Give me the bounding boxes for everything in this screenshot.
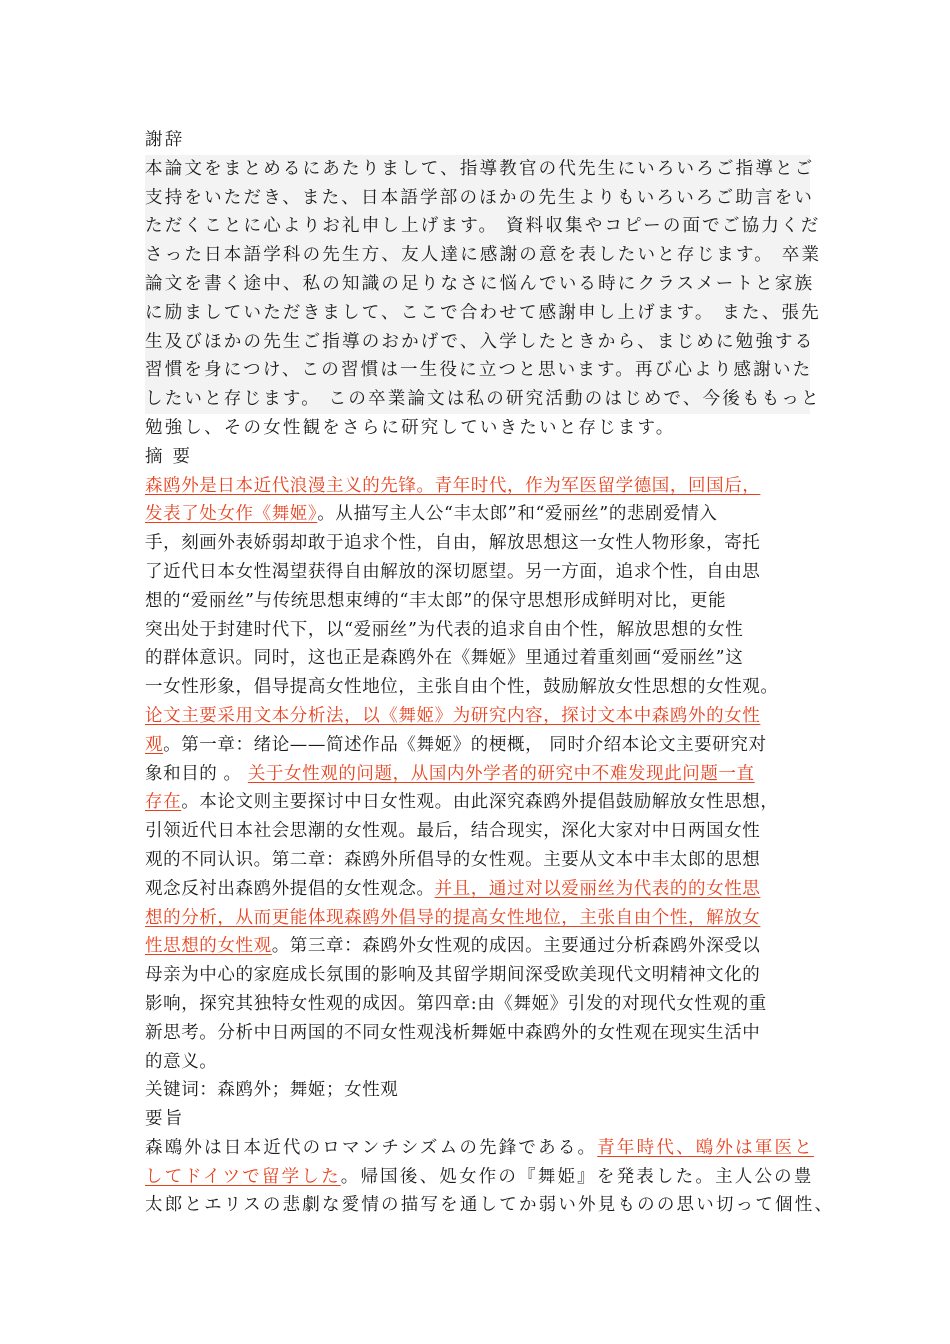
abstract-line: 手，刻画外表娇弱却敢于追求个性，自由，解放思想这一女性人物形象，寄托 bbox=[145, 533, 761, 554]
highlighted-text: してドイツで留学した bbox=[145, 1166, 341, 1187]
abstract-line bbox=[145, 500, 810, 529]
highlighted-text: 森鸥外是日本近代浪漫主义的先锋。青年时代，作为军医留学德国，回国后， bbox=[145, 475, 761, 496]
abstract-line: 的群体意识。同时，这也正是森鸥外在《舞姬》里通过着重刻画“爱丽丝”这 bbox=[145, 648, 744, 669]
keywords: 关键词：森鸥外；舞姬；女性观 bbox=[145, 1080, 399, 1101]
body-text: 。第三章：森鸥外女性观的成因。主要通过分析森鸥外深受以 bbox=[271, 936, 761, 957]
abstract-line: 了近代日本女性渴望获得自由解放的深切愿望。另一方面，追求个性，自由思 bbox=[145, 561, 761, 582]
highlighted-text: 论文主要采用文本分析法，以《舞姬》为研究内容，探讨文本中森鸥外的女性 bbox=[145, 705, 761, 726]
body-text: 象和目的 。 bbox=[145, 763, 248, 784]
highlighted-text: 并且，通过对以爱丽丝为代表的的女性思 bbox=[434, 878, 761, 899]
abstract-line: 的意义。 bbox=[145, 1051, 218, 1072]
abstract-cn-body bbox=[145, 472, 810, 1077]
thanks-line: 支持をいただき、また、日本語学部のほかの先生よりもいろいろご助言をい bbox=[145, 184, 810, 213]
abstract-line bbox=[145, 472, 810, 501]
abstract-line bbox=[145, 1163, 814, 1192]
abstract-line: 母亲为中心的家庭成长氛围的影响及其留学期间深受欧美现代文明精神文化的 bbox=[145, 965, 761, 986]
abstract-line: 影响，探究其独特女性观的成因。第四章:由《舞姬》引发的对现代女性观的重 bbox=[145, 993, 767, 1014]
thanks-line: に励ましていただきまして、ここで合わせて感謝申し上げます。 また、張先 bbox=[145, 299, 810, 328]
abstract-line bbox=[145, 760, 810, 789]
abstract-jp-body bbox=[145, 1134, 835, 1220]
highlighted-text: 存在 bbox=[145, 792, 182, 813]
abstract-line: 太郎とエリスの悲劇な愛情の描写を通してか弱い外見ものの思い切って個性、 bbox=[145, 1195, 835, 1216]
body-text: 。本论文则主要探讨中日女性观。由此深究森鸥外提倡鼓励解放女性思想， bbox=[181, 792, 779, 813]
abstract-line bbox=[145, 702, 810, 731]
highlighted-text: 想的分析，从而更能体现森鸥外倡导的提高女性地位，主张自由个性，解放女 bbox=[145, 907, 761, 928]
abstract-line: 一女性形象，倡导提高女性地位，主张自由个性，鼓励解放女性思想的女性观。 bbox=[145, 677, 779, 698]
thanks-line: したいと存じます。 この卒業論文は私の研究活動のはじめで、今後ももっと bbox=[145, 385, 810, 414]
abstract-line bbox=[145, 1134, 814, 1163]
thanks-line: 習慣を身につけ、この習慣は一生役に立つと思います。再び心より感謝いた bbox=[145, 356, 810, 385]
thanks-line: ただくことに心よりお礼申し上げます。 資料収集やコピーの面でご協力くだ bbox=[145, 212, 810, 241]
document-page bbox=[145, 126, 835, 1220]
thanks-line: さった日本語学科の先生方、友人達に感謝の意を表したいと存じます。 卒業 bbox=[145, 241, 810, 270]
thanks-line: 勉強し、その女性観をさらに研究していきたいと存じます。 bbox=[145, 417, 676, 438]
body-text: 。从描写主人公“丰太郎”和“爱丽丝”的悲剧爱情入 bbox=[317, 504, 718, 525]
abstract-line: 观的不同认识。第二章：森鸥外所倡导的女性观。主要从文本中丰太郎的思想 bbox=[145, 849, 761, 870]
highlighted-text: 关于女性观的问题，从国内外学者的研究中不难发现此问题一直 bbox=[247, 763, 755, 784]
highlighted-text: 发表了处女作《舞姬》 bbox=[145, 504, 318, 525]
highlighted-text: 性思想的女性观 bbox=[145, 936, 272, 957]
highlighted-text: 青年時代、鴎外は軍医と bbox=[597, 1137, 814, 1158]
abstract-cn-heading: 摘 要 bbox=[145, 446, 193, 467]
thanks-heading: 謝辞 bbox=[145, 130, 185, 150]
highlighted-text: 观 bbox=[145, 734, 164, 755]
thanks-line: 論文を書く途中、私の知識の足りなさに悩んでいる時にクラスメートと家族 bbox=[145, 270, 810, 299]
body-text: 观念反衬出森鸥外提倡的女性观念。 bbox=[145, 878, 435, 899]
body-text: 森鴎外は日本近代のロマンチシズムの先鋒である。 bbox=[145, 1137, 598, 1158]
body-text: 。第一章：绪论——简述作品《舞姬》的梗概， 同时介绍本论文主要研究对 bbox=[163, 734, 767, 755]
body-text: 。帰国後、処女作の『舞姫』を発表した。主人公の豊 bbox=[340, 1166, 814, 1187]
abstract-line bbox=[145, 932, 810, 961]
abstract-line: 新思考。分析中日两国的不同女性观浅析舞姬中森鸥外的女性观在现实生活中 bbox=[145, 1022, 761, 1043]
thanks-body bbox=[145, 155, 822, 443]
abstract-line bbox=[145, 875, 810, 904]
thanks-line: 本論文をまとめるにあたりまして、指導教官の代先生にいろいろご指導とご bbox=[145, 155, 810, 184]
abstract-line: 引领近代日本社会思潮的女性观。最后，结合现实，深化大家对中日两国女性 bbox=[145, 821, 761, 842]
abstract-line bbox=[145, 788, 810, 817]
thanks-line: 生及びほかの先生ご指導のおかげで、入学したときから、まじめに勉強する bbox=[145, 328, 810, 357]
abstract-line: 突出处于封建时代下，以“爱丽丝”为代表的追求自由个性，解放思想的女性 bbox=[145, 619, 744, 640]
abstract-line bbox=[145, 904, 810, 933]
abstract-jp-heading: 要旨 bbox=[145, 1109, 185, 1130]
abstract-line: 想的“爱丽丝”与传统思想束缚的“丰太郎”的保守思想形成鲜明对比，更能 bbox=[145, 590, 727, 611]
abstract-line bbox=[145, 731, 810, 760]
